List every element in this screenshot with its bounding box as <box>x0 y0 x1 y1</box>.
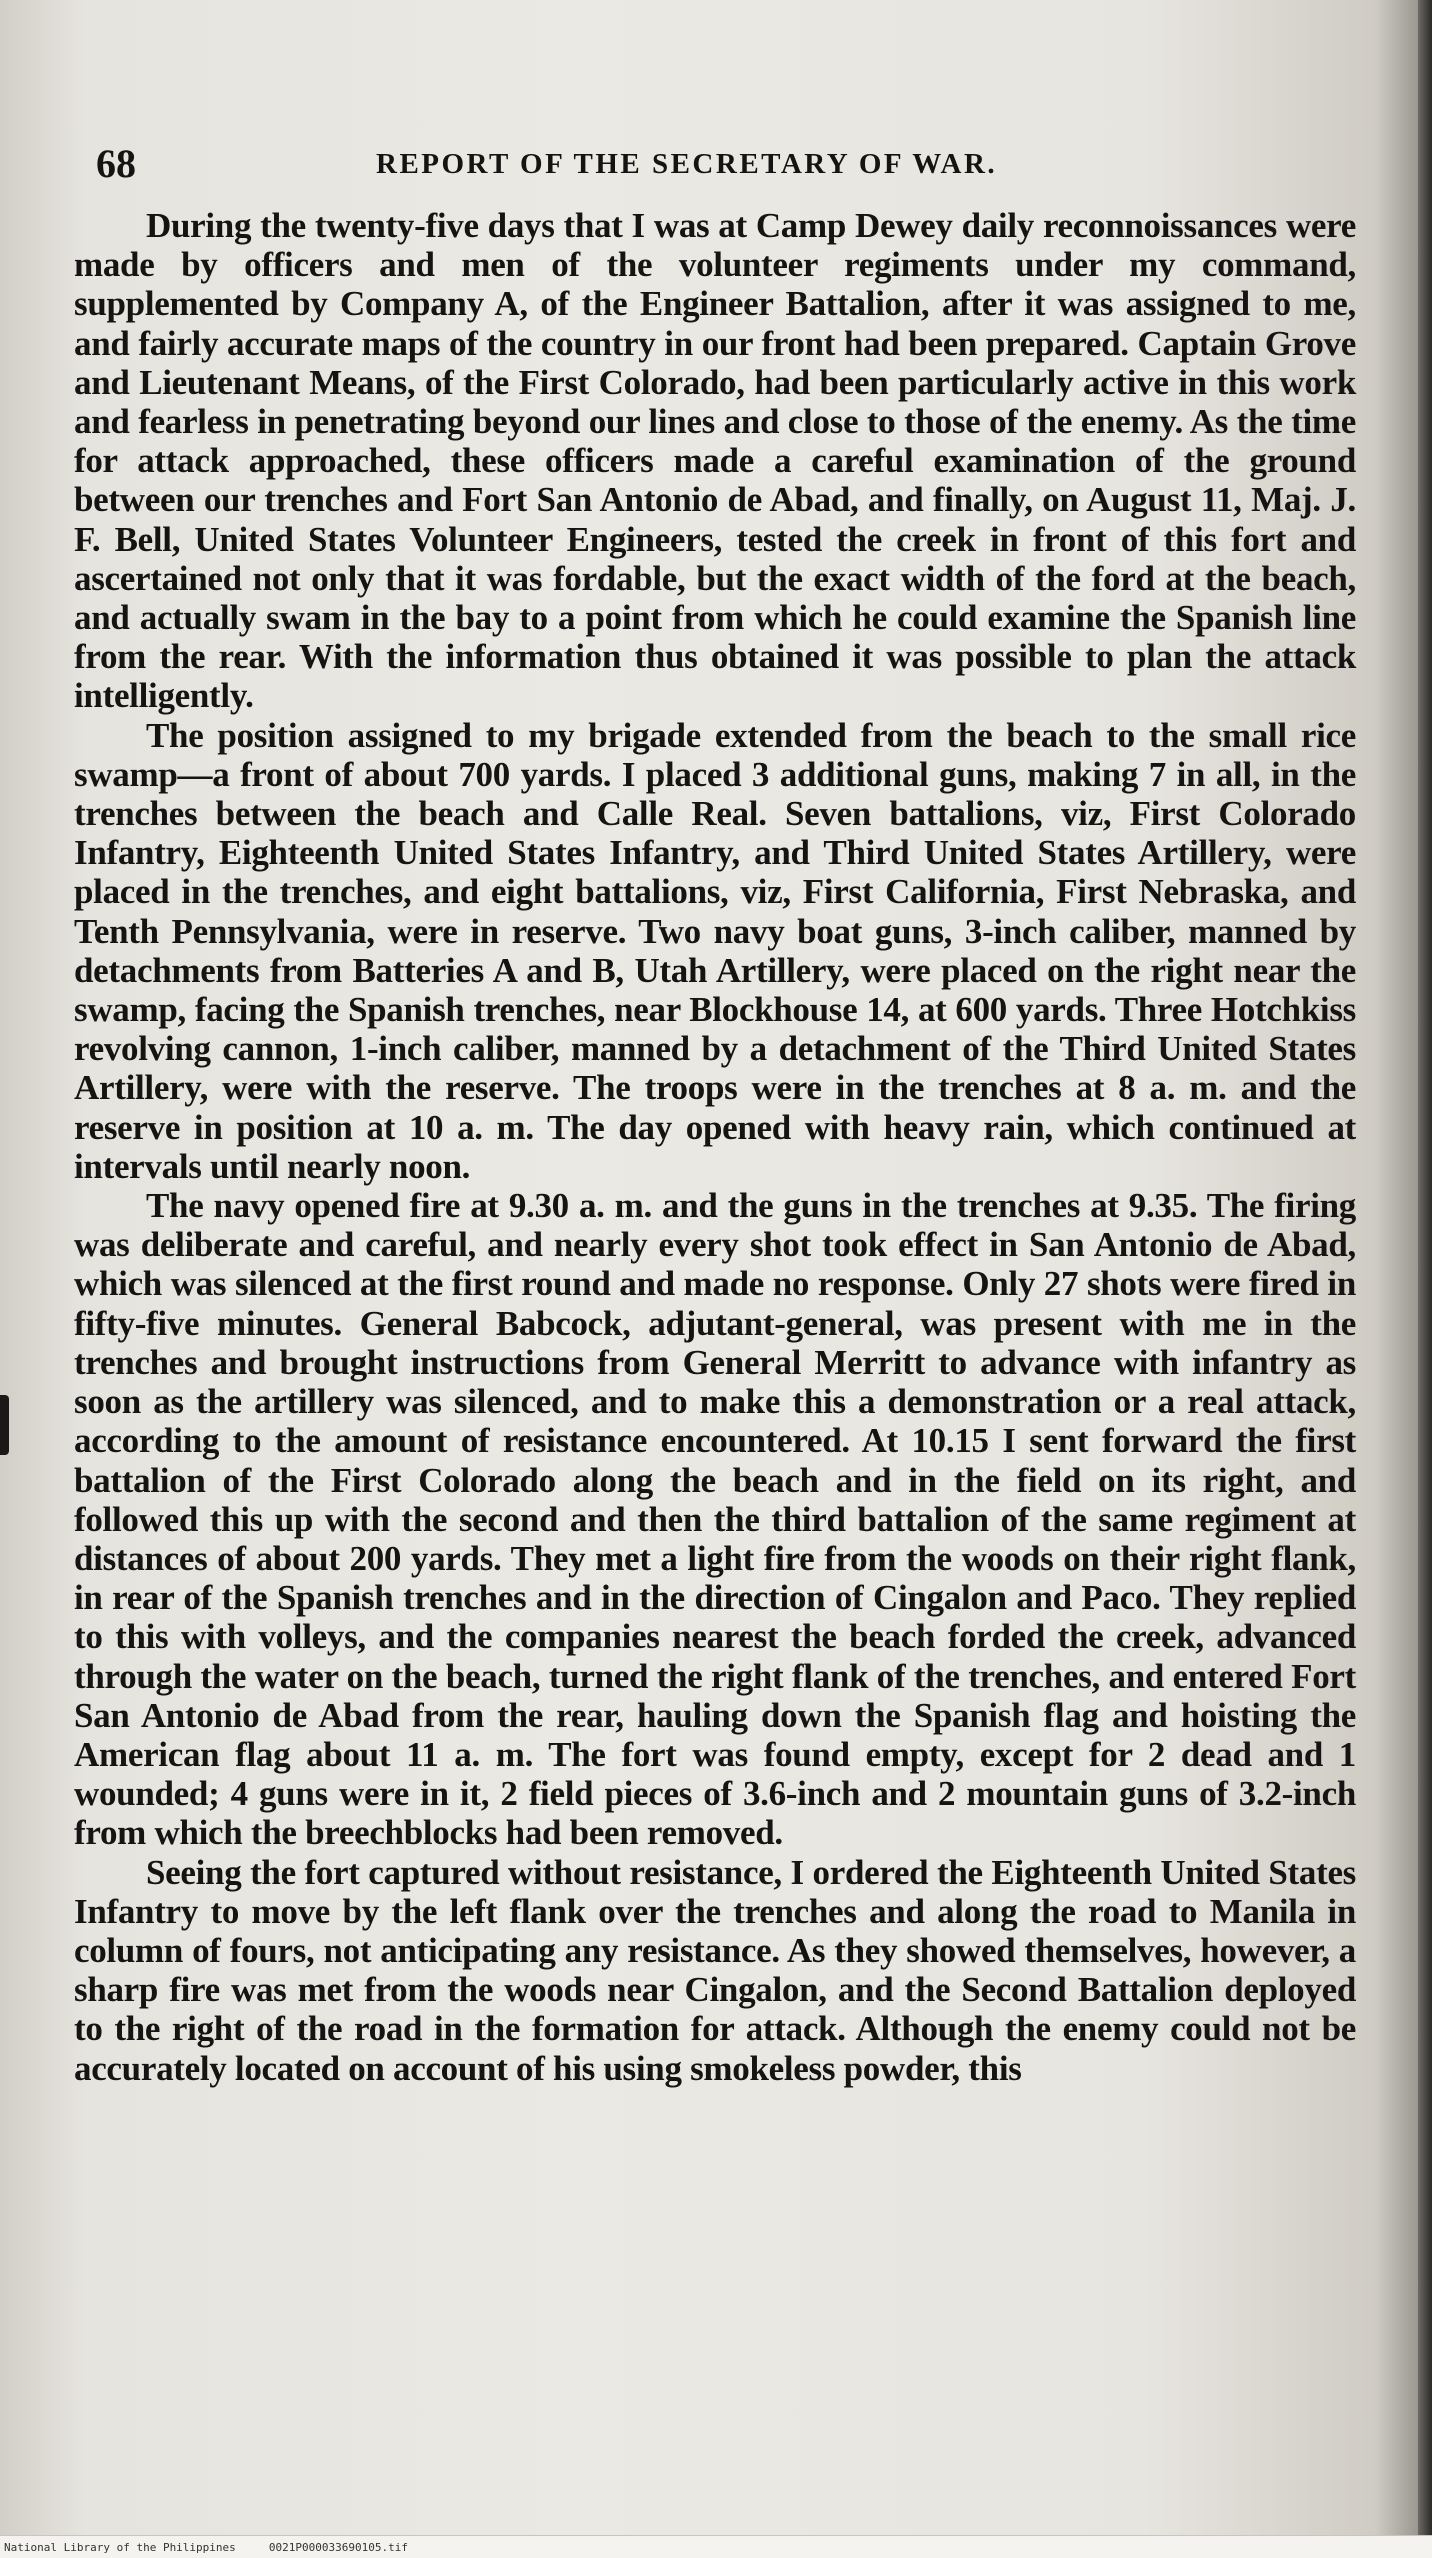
page-number: 68 <box>96 141 136 186</box>
paragraph: Seeing the fort captured without resistance, I ordered the Eighteenth United States Infantry to move by the left flank over the trenches and along the road to Manila in column of fours, not anticipating any resistance. As they showed themselves, however, a sharp fire was met from the woods near Cingalon, and the Second Battalion deployed to the right of the road in the formation for attack. Although the enemy could not be accurately located on account of his using smokeless powder, this <box>74 1852 1356 2088</box>
scanner-footer-text: National Library of the Philippines 0021P000033690105.tif <box>4 2541 408 2554</box>
paragraph: The navy opened fire at 9.30 a. m. and the guns in the trenches at 9.35. The firing was deliberate and careful, and nearly every shot took effect in San Antonio de Abad, which was silenced at the first round and made no response. Only 27 shots were fired in fifty-five minutes. General Babcock, adjutant-general, was present with me in the trenches and brought instructions from General Merritt to advance with infantry as soon as the artillery was silenced, and to make this a demonstration or a real attack, according to the amount of resistance encountered. At 10.15 I sent forward the first battalion of the First Colorado along the beach and in the field on its right, and followed this up with the second and then the third battalion of the same regiment at distances of about 200 yards. They met a light fire from the woods on their right flank, in rear of the Spanish trenches and in the direction of Cingalon and Paco. They replied to this with volleys, and the companies nearest the beach forded the creek, advanced through the water on the beach, turned the right flank of the trenches, and entered Fort San Antonio de Abad from the rear, hauling down the Spanish flag and hoisting the American flag about 11 a. m. The fort was found empty, except for 2 dead and 1 wounded; 4 guns were in it, 2 field pieces of 3.6-inch and 2 mountain guns of 3.2-inch from which the breechblocks had been removed. <box>74 1186 1356 1853</box>
body-text <box>74 206 1356 2088</box>
page-header <box>96 140 1356 200</box>
paragraph: The position assigned to my brigade extended from the beach to the small rice swamp—a front of about 700 yards. I placed 3 additional guns, making 7 in all, in the trenches between the beach and Calle Real. Seven battalions, viz, First Colorado Infantry, Eighteenth United States Infantry, and Third United States Artillery, were placed in the trenches, and eight battalions, viz, First California, First Nebraska, and Tenth Pennsylvania, were in reserve. Two navy boat guns, 3-inch caliber, manned by detachments from Batteries A and B, Utah Artillery, were placed on the right near the swamp, facing the Spanish trenches, near Blockhouse 14, at 600 yards. Three Hotchkiss revolving cannon, 1-inch caliber, manned by a detachment of the Third United States Artillery, were with the reserve. The troops were in the trenches at 8 a. m. and the reserve in position at 10 a. m. The day opened with heavy rain, which continued at intervals until nearly noon. <box>74 715 1356 1186</box>
page-edge-shadow <box>1418 0 1432 2558</box>
paragraph: During the twenty-five days that I was at Camp Dewey daily reconnoissances were made by officers and men of the volunteer regiments under my command, supplemented by Company A, of the Engineer Battalion, after it was assigned to me, and fairly accurate maps of the country in our front had been prepared. Captain Grove and Lieutenant Means, of the First Colorado, had been particularly active in this work and fearless in penetrating beyond our lines and close to those of the enemy. As the time for attack approached, these officers made a careful examination of the ground between our trenches and Fort San Antonio de Abad, and finally, on August 11, Maj. J. F. Bell, United States Volunteer Engineers, tested the creek in front of this fort and ascertained not only that it was fordable, but the exact width of the ford at the beach, and actually swam in the bay to a point from which he could examine the Spanish line from the rear. With the information thus obtained it was possible to plan the attack intelligently. <box>74 206 1356 716</box>
scanner-footer <box>0 2535 1432 2558</box>
running-head: REPORT OF THE SECRETARY OF WAR. <box>376 148 998 180</box>
binding-mark <box>0 1395 9 1455</box>
